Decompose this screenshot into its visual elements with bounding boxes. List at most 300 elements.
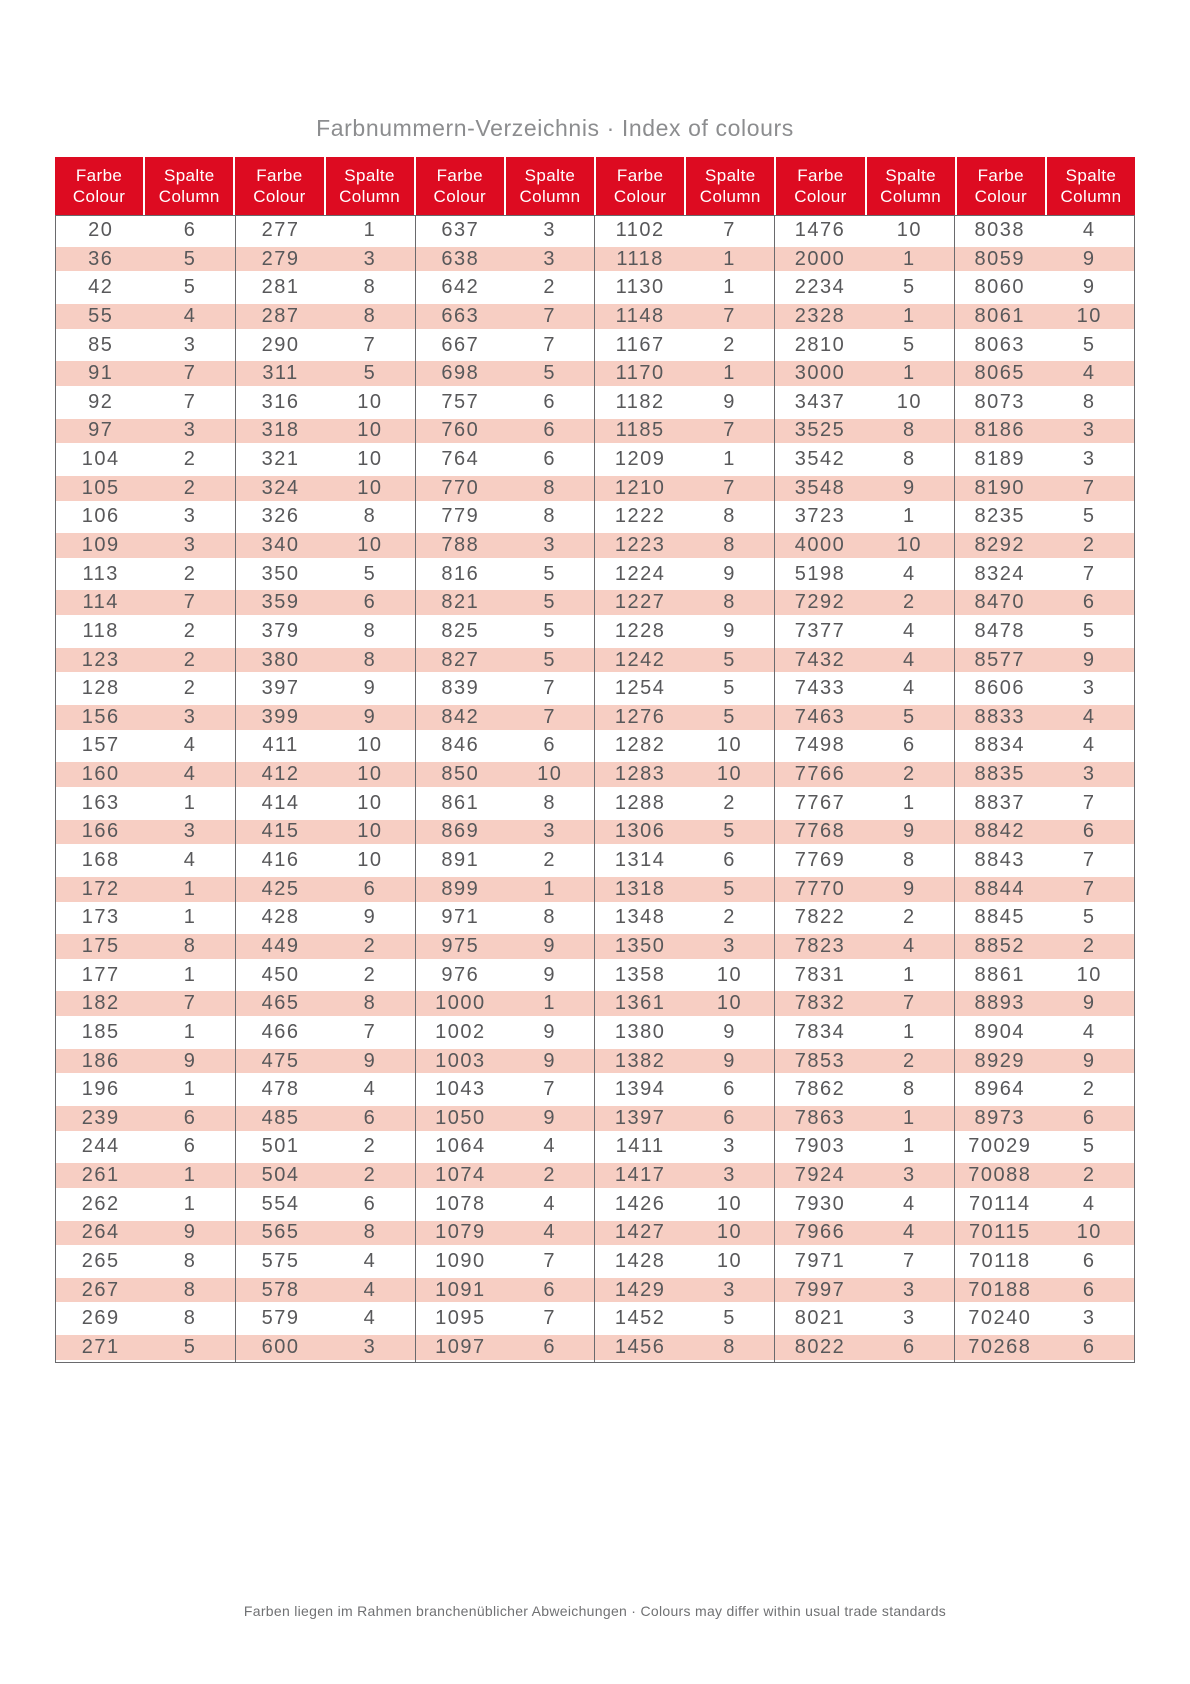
spalte-cell: 4 (1044, 703, 1134, 732)
spalte-cell: 1 (183, 1192, 197, 1215)
spalte-cell: 4 (903, 677, 916, 700)
spalte-cell: 2 (865, 760, 955, 789)
table-row (56, 474, 1135, 503)
spalte-cell: 3 (505, 531, 595, 560)
farbe-cell: 109 (56, 531, 146, 560)
farbe-cell: 3525 (775, 417, 865, 446)
spalte-cell: 1 (865, 359, 955, 388)
spalte-cell: 9 (865, 818, 955, 847)
farbe-cell: 1118 (595, 245, 685, 274)
farbe-cell: 8842 (955, 818, 1045, 847)
spalte-cell: 2 (183, 562, 197, 585)
farbe-cell: 2328 (775, 302, 865, 331)
spalte-cell: 8 (363, 276, 377, 299)
farbe-cell: 7997 (775, 1276, 865, 1305)
spalte-cell: 1 (865, 1104, 955, 1133)
spalte-cell: 7 (505, 703, 595, 732)
spalte-cell: 10 (685, 1219, 775, 1248)
farbe-cell: 277 (235, 216, 325, 245)
spalte-cell: 10 (357, 734, 383, 757)
farbe-cell: 281 (235, 273, 325, 302)
farbe-cell: 287 (235, 302, 325, 331)
spalte-cell: 9 (505, 1047, 595, 1076)
farbe-cell: 1079 (415, 1219, 505, 1248)
spalte-cell: 4 (903, 562, 916, 585)
spalte-cell: 10 (357, 791, 383, 814)
table-row (56, 245, 1135, 274)
spalte-cell: 4 (865, 932, 955, 961)
farbe-cell: 399 (235, 703, 325, 732)
spalte-cell: 7 (183, 390, 197, 413)
spalte-cell: 10 (716, 734, 743, 757)
spalte-cell: 3 (865, 1161, 955, 1190)
spalte-cell: 2 (543, 849, 557, 872)
farbe-cell: 185 (81, 1020, 120, 1043)
table-row (56, 1133, 1135, 1162)
farbe-cell: 1427 (595, 1219, 685, 1248)
spalte-cell: 7 (865, 989, 955, 1018)
spalte-cell: 9 (723, 619, 736, 642)
farbe-cell: 465 (235, 989, 325, 1018)
spalte-cell: 6 (505, 1276, 595, 1305)
spalte-cell: 8 (505, 474, 595, 503)
spalte-cell: 10 (325, 531, 415, 560)
table-row (56, 531, 1135, 560)
spalte-cell: 1 (865, 302, 955, 331)
table-row (56, 617, 1135, 646)
farbe-cell: 1283 (595, 760, 685, 789)
farbe-cell: 1380 (595, 1018, 685, 1047)
farbe-cell: 667 (415, 331, 505, 360)
spalte-cell: 1 (903, 791, 916, 814)
spalte-cell: 3 (685, 1161, 775, 1190)
spalte-cell: 10 (325, 818, 415, 847)
farbe-cell: 380 (235, 646, 325, 675)
table-row (56, 846, 1135, 875)
farbe-cell: 971 (415, 904, 505, 933)
spalte-cell: 6 (865, 1333, 955, 1362)
spalte-cell: 9 (1044, 646, 1134, 675)
spalte-cell: 5 (505, 588, 595, 617)
spalte-cell: 3 (723, 1135, 736, 1158)
spalte-cell: 9 (505, 1104, 595, 1133)
farbe-cell: 1000 (415, 989, 505, 1018)
farbe-cell: 663 (415, 302, 505, 331)
spalte-cell: 5 (685, 646, 775, 675)
spalte-cell: 8 (1082, 390, 1096, 413)
spalte-cell: 2 (865, 1047, 955, 1076)
spalte-cell: 1 (865, 245, 955, 274)
spalte-cell: 1 (903, 1020, 916, 1043)
spalte-cell: 2 (723, 333, 736, 356)
farbe-cell: 637 (415, 216, 505, 245)
farbe-cell: 7832 (775, 989, 865, 1018)
farbe-cell: 642 (415, 273, 505, 302)
farbe-cell: 8470 (955, 588, 1045, 617)
spalte-cell: 3 (183, 505, 197, 528)
spalte-cell: 2 (145, 646, 235, 675)
farbe-cell: 70088 (955, 1161, 1045, 1190)
spalte-cell: 1 (363, 218, 377, 241)
spalte-cell: 7 (685, 302, 775, 331)
spalte-cell: 9 (145, 1047, 235, 1076)
farbe-cell: 340 (235, 531, 325, 560)
spalte-cell: 4 (1082, 1192, 1096, 1215)
table-row (56, 989, 1135, 1018)
farbe-cell: 8022 (775, 1333, 865, 1362)
table-row (56, 1219, 1135, 1248)
spalte-cell: 1 (903, 1135, 916, 1158)
table-row (56, 302, 1135, 331)
farbe-cell: 8861 (955, 961, 1045, 990)
table-row (56, 674, 1135, 703)
table-row (56, 1333, 1135, 1362)
spalte-cell: 7 (723, 218, 736, 241)
farbe-cell: 449 (235, 932, 325, 961)
farbe-cell: 8852 (955, 932, 1045, 961)
spalte-cell: 10 (357, 448, 383, 471)
farbe-cell: 106 (81, 505, 120, 528)
farbe-cell: 8073 (955, 388, 1045, 417)
spalte-cell: 9 (1044, 1047, 1134, 1076)
spalte-cell: 4 (183, 849, 197, 872)
spalte-cell: 10 (357, 390, 383, 413)
farbe-cell: 7971 (775, 1247, 865, 1276)
farbe-cell: 1282 (595, 732, 685, 761)
farbe-cell: 846 (415, 732, 505, 761)
spalte-cell: 10 (685, 760, 775, 789)
farbe-cell: 1167 (595, 331, 685, 360)
spalte-cell: 1 (145, 875, 235, 904)
farbe-cell: 8186 (955, 417, 1045, 446)
farbe-cell: 428 (235, 904, 325, 933)
farbe-cell: 261 (56, 1161, 146, 1190)
spalte-cell: 1 (183, 963, 197, 986)
spalte-cell: 3 (1082, 677, 1096, 700)
spalte-cell: 5 (505, 359, 595, 388)
farbe-cell: 8833 (955, 703, 1045, 732)
spalte-cell: 1 (183, 1020, 197, 1043)
farbe-cell: 760 (415, 417, 505, 446)
farbe-cell: 5198 (775, 560, 865, 589)
farbe-cell: 3000 (775, 359, 865, 388)
spalte-cell: 7 (145, 588, 235, 617)
farbe-cell: 416 (235, 846, 325, 875)
farbe-cell: 1411 (595, 1133, 685, 1162)
farbe-cell: 156 (56, 703, 146, 732)
spalte-cell: 7 (543, 677, 557, 700)
spalte-cell: 1 (183, 906, 197, 929)
farbe-cell: 7863 (775, 1104, 865, 1133)
farbe-cell: 1306 (595, 818, 685, 847)
table-row (56, 560, 1135, 589)
farbe-cell: 113 (82, 562, 119, 585)
spalte-cell: 8 (325, 1219, 415, 1248)
spalte-cell: 6 (1044, 588, 1134, 617)
header-cell-spalte: Spalte Column (684, 157, 774, 215)
spalte-cell: 10 (505, 760, 595, 789)
farbe-cell: 1361 (595, 989, 685, 1018)
spalte-cell: 8 (145, 932, 235, 961)
spalte-cell: 2 (865, 588, 955, 617)
farbe-cell: 1064 (415, 1133, 505, 1162)
header-cell-spalte: Spalte Column (324, 157, 414, 215)
farbe-cell: 1050 (415, 1104, 505, 1133)
spalte-cell: 9 (685, 1047, 775, 1076)
farbe-cell: 262 (81, 1192, 120, 1215)
table-row (56, 760, 1135, 789)
spalte-cell: 7 (543, 1078, 557, 1101)
farbe-cell: 175 (56, 932, 146, 961)
table-row (56, 1161, 1135, 1190)
spalte-cell: 8 (363, 505, 377, 528)
farbe-cell: 290 (235, 331, 325, 360)
farbe-cell: 70029 (955, 1133, 1045, 1162)
farbe-cell: 8061 (955, 302, 1045, 331)
farbe-cell: 1222 (595, 503, 685, 532)
farbe-cell: 8021 (775, 1304, 865, 1333)
header-cell-spalte: Spalte Column (143, 157, 233, 215)
farbe-cell: 91 (56, 359, 146, 388)
farbe-cell: 8059 (955, 245, 1045, 274)
spalte-cell: 1 (685, 245, 775, 274)
farbe-cell: 8038 (955, 216, 1045, 245)
farbe-cell: 478 (235, 1075, 325, 1104)
spalte-cell: 9 (325, 1047, 415, 1076)
farbe-cell: 1476 (775, 216, 865, 245)
table-row (56, 875, 1135, 904)
spalte-cell: 5 (1082, 1135, 1096, 1158)
farbe-cell: 1170 (595, 359, 685, 388)
spalte-cell: 6 (183, 218, 197, 241)
table-row (56, 904, 1135, 933)
spalte-cell: 2 (363, 1135, 377, 1158)
farbe-cell: 8973 (955, 1104, 1045, 1133)
table-row (56, 1190, 1135, 1219)
table-row (56, 359, 1135, 388)
farbe-cell: 1456 (595, 1333, 685, 1362)
header-cell-farbe: Farbe Colour (594, 157, 684, 215)
spalte-cell: 5 (903, 333, 916, 356)
farbe-cell: 186 (56, 1047, 146, 1076)
farbe-cell: 20 (88, 218, 114, 241)
farbe-cell: 575 (235, 1247, 325, 1276)
farbe-cell: 1095 (415, 1304, 505, 1333)
farbe-cell: 1097 (415, 1333, 505, 1362)
farbe-cell: 326 (235, 503, 325, 532)
spalte-cell: 4 (865, 1219, 955, 1248)
farbe-cell: 7822 (775, 904, 865, 933)
farbe-cell: 3437 (775, 388, 865, 417)
farbe-cell: 7377 (775, 617, 865, 646)
farbe-cell: 579 (235, 1304, 325, 1333)
spalte-cell: 10 (325, 474, 415, 503)
farbe-cell: 70240 (955, 1304, 1045, 1333)
spalte-cell: 1 (145, 1161, 235, 1190)
farbe-cell: 1210 (595, 474, 685, 503)
farbe-cell: 173 (81, 906, 120, 929)
spalte-cell: 4 (865, 646, 955, 675)
farbe-cell: 182 (56, 989, 146, 1018)
spalte-cell: 2 (903, 906, 916, 929)
spalte-cell: 10 (1044, 1219, 1134, 1248)
spalte-cell: 6 (543, 390, 557, 413)
spalte-cell: 2 (145, 474, 235, 503)
spalte-cell: 6 (903, 734, 916, 757)
farbe-cell: 770 (415, 474, 505, 503)
farbe-cell: 554 (235, 1190, 325, 1219)
spalte-cell: 5 (865, 703, 955, 732)
table-row (56, 1276, 1135, 1305)
farbe-cell: 8964 (955, 1075, 1045, 1104)
header-cell-farbe: Farbe Colour (233, 157, 323, 215)
spalte-cell: 5 (505, 646, 595, 675)
farbe-cell: 861 (415, 789, 505, 818)
farbe-cell: 1350 (595, 932, 685, 961)
farbe-cell: 324 (235, 474, 325, 503)
farbe-cell: 565 (235, 1219, 325, 1248)
spalte-cell: 3 (1082, 1307, 1096, 1330)
farbe-cell: 976 (415, 961, 505, 990)
spalte-cell: 10 (325, 417, 415, 446)
spalte-cell: 7 (1082, 849, 1096, 872)
spalte-cell: 8 (903, 448, 916, 471)
spalte-cell: 1 (183, 1078, 197, 1101)
farbe-cell: 70268 (955, 1333, 1045, 1362)
farbe-cell: 123 (56, 646, 146, 675)
spalte-cell: 7 (685, 474, 775, 503)
spalte-cell: 8 (685, 588, 775, 617)
farbe-cell: 128 (81, 677, 120, 700)
farbe-cell: 827 (415, 646, 505, 675)
farbe-cell: 163 (81, 791, 120, 814)
spalte-cell: 1 (723, 276, 736, 299)
spalte-cell: 10 (1076, 963, 1102, 986)
spalte-cell: 3 (145, 417, 235, 446)
farbe-cell: 7862 (775, 1075, 865, 1104)
spalte-cell: 2 (363, 963, 377, 986)
spalte-cell: 9 (363, 677, 377, 700)
farbe-cell: 8904 (955, 1018, 1045, 1047)
spalte-cell: 6 (723, 849, 736, 872)
spalte-cell: 9 (543, 1020, 557, 1043)
farbe-cell: 412 (235, 760, 325, 789)
spalte-cell: 5 (1082, 906, 1096, 929)
spalte-cell: 10 (896, 218, 922, 241)
farbe-cell: 466 (235, 1018, 325, 1047)
spalte-cell: 9 (865, 474, 955, 503)
spalte-cell: 5 (543, 562, 557, 585)
spalte-cell: 7 (685, 417, 775, 446)
farbe-cell: 1314 (595, 846, 685, 875)
spalte-cell: 6 (1044, 1333, 1134, 1362)
spalte-cell: 7 (543, 333, 557, 356)
farbe-cell: 7834 (775, 1018, 865, 1047)
spalte-cell: 5 (723, 1307, 736, 1330)
farbe-cell: 7903 (775, 1133, 865, 1162)
header-cell-spalte: Spalte Column (865, 157, 955, 215)
spalte-cell: 4 (903, 1192, 916, 1215)
spalte-cell: 2 (183, 448, 197, 471)
spalte-cell: 4 (363, 1250, 377, 1272)
farbe-cell: 7498 (775, 732, 865, 761)
farbe-cell: 8837 (955, 789, 1045, 818)
farbe-cell: 1102 (595, 216, 685, 245)
farbe-cell: 8843 (955, 846, 1045, 875)
farbe-cell: 842 (415, 703, 505, 732)
spalte-cell: 8 (543, 505, 557, 528)
spalte-cell: 4 (505, 1219, 595, 1248)
farbe-cell: 779 (415, 503, 505, 532)
farbe-cell: 411 (235, 732, 325, 761)
spalte-cell: 2 (723, 791, 736, 814)
spalte-cell: 4 (1082, 218, 1096, 241)
farbe-cell: 168 (81, 849, 120, 872)
farbe-cell: 8060 (955, 273, 1045, 302)
spalte-cell: 3 (325, 245, 415, 274)
spalte-cell: 2 (325, 1161, 415, 1190)
spalte-cell: 9 (363, 906, 377, 929)
farbe-cell: 7766 (775, 760, 865, 789)
spalte-cell: 1 (903, 963, 916, 986)
spalte-cell: 5 (1082, 619, 1096, 642)
spalte-cell: 2 (183, 619, 197, 642)
spalte-cell: 1 (723, 448, 736, 471)
spalte-cell: 7 (363, 333, 377, 356)
spalte-cell: 7 (1082, 791, 1096, 814)
spalte-cell: 7 (145, 989, 235, 1018)
farbe-cell: 1348 (595, 904, 685, 933)
farbe-cell: 8844 (955, 875, 1045, 904)
table-row (56, 1304, 1135, 1333)
farbe-cell: 55 (56, 302, 146, 331)
farbe-cell: 321 (235, 445, 325, 474)
farbe-cell: 2810 (775, 331, 865, 360)
farbe-cell: 1228 (595, 617, 685, 646)
farbe-cell: 7767 (775, 789, 865, 818)
farbe-cell: 8835 (955, 760, 1045, 789)
footer-note: Farben liegen im Rahmen branchenüblicher Abweichungen · Colours may differ within usual trade standards (243, 1603, 947, 1619)
farbe-cell: 1209 (595, 445, 685, 474)
farbe-cell: 821 (415, 588, 505, 617)
farbe-cell: 1318 (595, 875, 685, 904)
header-cell-farbe: Farbe Colour (955, 157, 1045, 215)
spalte-cell: 9 (145, 1219, 235, 1248)
spalte-cell: 4 (1044, 359, 1134, 388)
farbe-cell: 899 (415, 875, 505, 904)
farbe-cell: 264 (56, 1219, 146, 1248)
spalte-cell: 6 (325, 1104, 415, 1133)
spalte-cell: 6 (363, 1192, 377, 1215)
spalte-cell: 3 (903, 1307, 916, 1330)
farbe-cell: 501 (235, 1133, 325, 1162)
spalte-cell: 1 (903, 505, 916, 528)
farbe-cell: 1003 (415, 1047, 505, 1076)
spalte-cell: 3 (1082, 448, 1096, 471)
table-body (55, 215, 1135, 1363)
farbe-cell: 7831 (775, 961, 865, 990)
spalte-cell: 9 (723, 390, 736, 413)
spalte-cell: 9 (1044, 989, 1134, 1018)
spalte-cell: 2 (505, 1161, 595, 1190)
farbe-cell: 3723 (775, 503, 865, 532)
spalte-cell: 3 (1044, 760, 1134, 789)
table-row (56, 818, 1135, 847)
spalte-cell: 5 (363, 562, 377, 585)
table-row (56, 273, 1135, 302)
farbe-cell: 1429 (595, 1276, 685, 1305)
farbe-cell: 8190 (955, 474, 1045, 503)
